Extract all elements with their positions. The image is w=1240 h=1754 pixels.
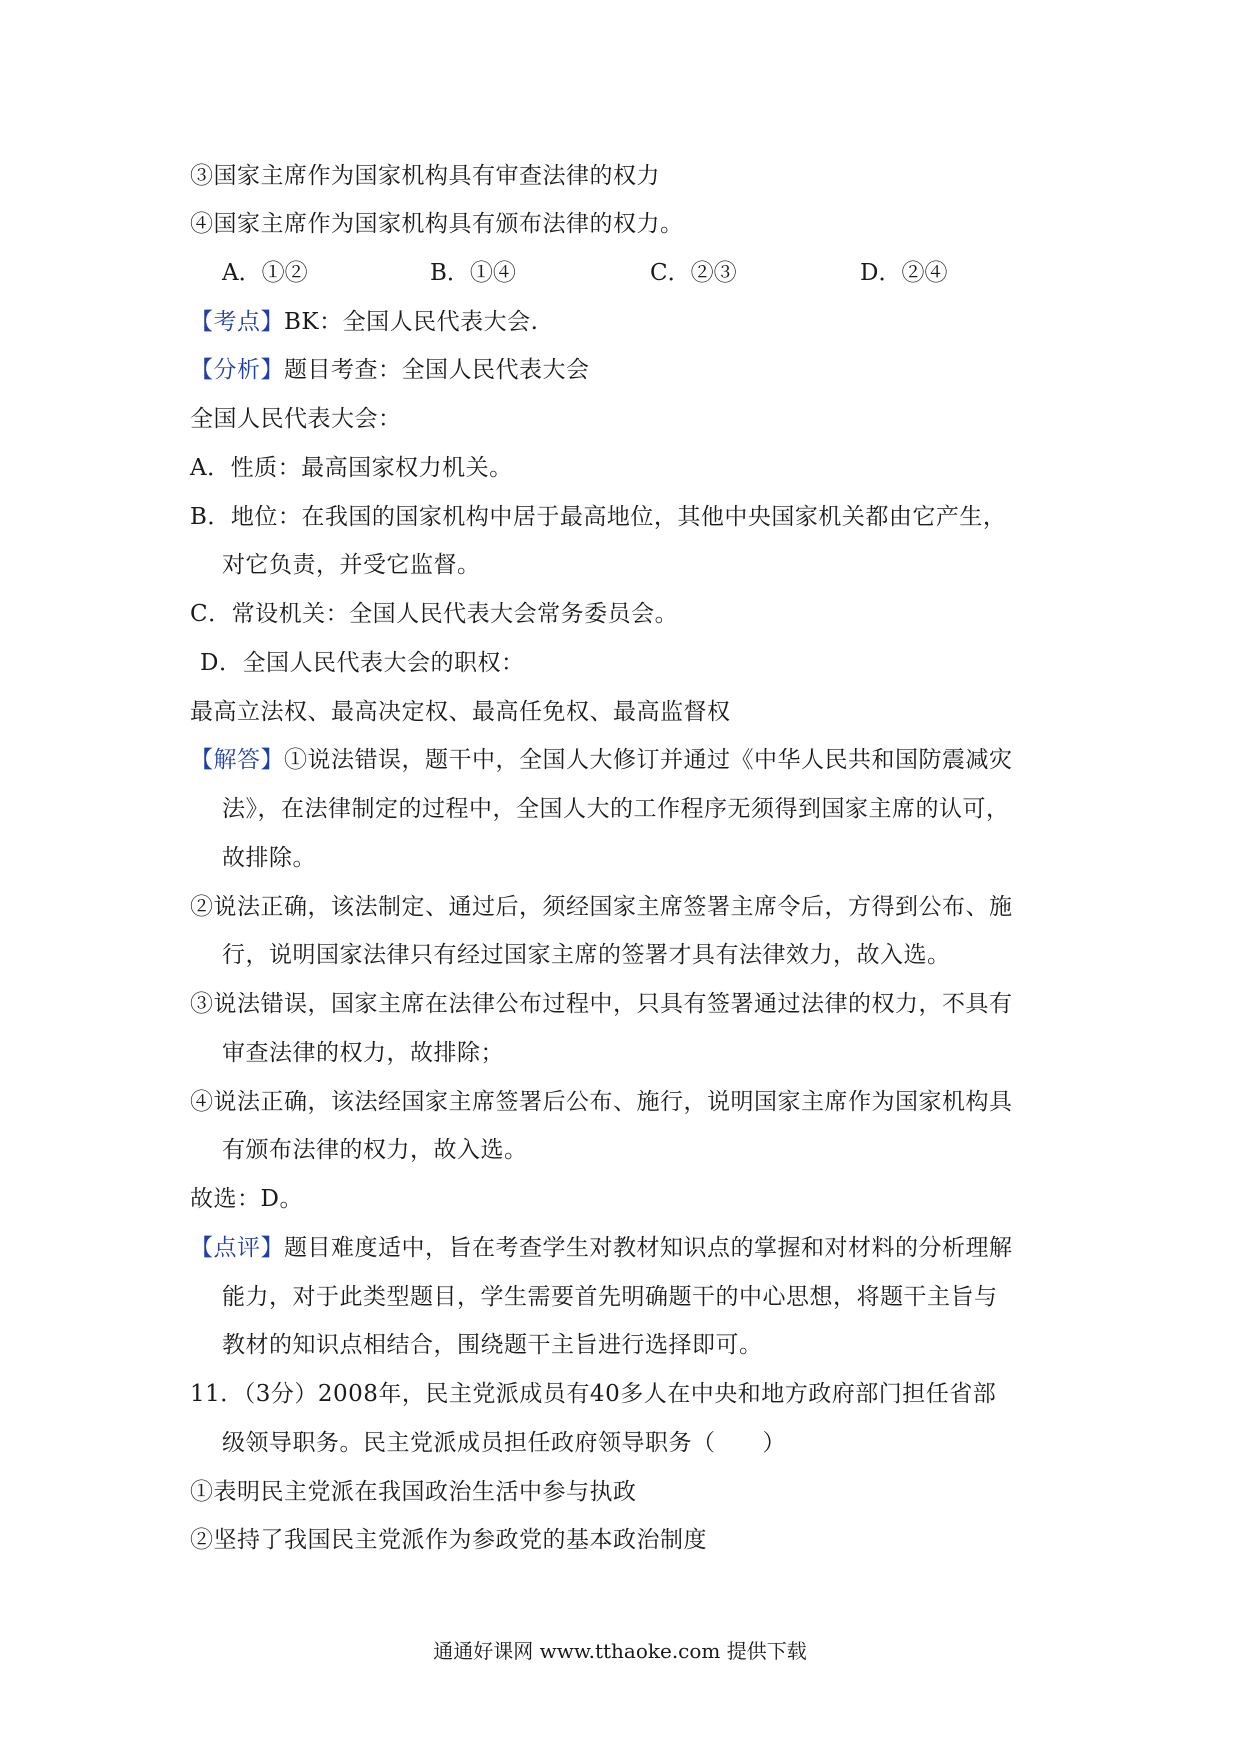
dianping-cont-line: 教材的知识点相结合，围绕题干主旨进行选择即可。: [222, 1332, 763, 1358]
option-b: B．①④: [430, 260, 516, 286]
jieda-point-line: ④说法正确，该法经国家主席签署后公布、施行，说明国家主席作为国家机构具: [190, 1089, 1013, 1115]
fenxi-body-line: A．性质：最高国家权力机关。: [190, 455, 513, 481]
q11-statement-2: ②坚持了我国民主党派作为参政党的基本政治制度: [190, 1527, 707, 1553]
statement-3: ③国家主席作为国家机构具有审查法律的权力: [190, 163, 660, 189]
question-11: 11．（3分）2008年，民主党派成员有40多人在中央和地方政府部门担任省部: [190, 1381, 997, 1407]
kaodian-line: [190, 306, 538, 338]
jieda-point-line: 有颁布法律的权力，故入选。: [222, 1137, 528, 1163]
fenxi-body-line: D．全国人民代表大会的职权：: [200, 650, 525, 676]
fenxi-body-line: B．地位：在我国的国家机构中居于最高地位，其他中央国家机关都由它产生，: [190, 504, 1007, 530]
question-11-cont: 级领导职务。民主党派成员担任政府领导职务（ ）: [222, 1430, 786, 1456]
fenxi-text: 题目考查：全国人民代表大会: [284, 357, 590, 383]
jieda-text: ①说法错误，题干中，全国人大修订并通过《中华人民共和国防震减灾: [284, 747, 1013, 773]
kaodian-tag: 【考点】: [190, 309, 284, 335]
kaodian-text: BK：全国人民代表大会.: [284, 309, 539, 335]
jieda-cont-line: 法》，在法律制定的过程中，全国人大的工作程序无须得到国家主席的认可，: [222, 796, 1010, 822]
fenxi-body-line: C．常设机关：全国人民代表大会常务委员会。: [190, 601, 679, 627]
dianping-text: 题目难度适中，旨在考查学生对教材知识点的掌握和对材料的分析理解: [284, 1235, 1013, 1261]
fenxi-tag: 【分析】: [190, 357, 284, 383]
dianping-cont-line: 能力，对于此类型题目，学生需要首先明确题干的中心思想，将题干主旨与: [222, 1284, 998, 1310]
fenxi-body-line: 最高立法权、最高决定权、最高任免权、最高监督权: [190, 699, 731, 725]
jieda-tag: 【解答】: [190, 747, 284, 773]
option-d: D．②④: [860, 260, 948, 286]
q11-statement-1: ①表明民主党派在我国政治生活中参与执政: [190, 1479, 637, 1505]
statement-4: ④国家主席作为国家机构具有颁布法律的权力。: [190, 211, 684, 237]
fenxi-body-line: 全国人民代表大会：: [190, 406, 402, 432]
jieda-point-line: ②说法正确，该法制定、通过后，须经国家主席签署主席令后，方得到公布、施: [190, 894, 1013, 920]
dianping-line: [190, 1232, 1013, 1264]
jieda-cont-line: 故排除。: [222, 845, 316, 871]
jieda-point-line: ③说法错误，国家主席在法律公布过程中，只具有签署通过法律的权力，不具有: [190, 991, 1013, 1017]
fenxi-line: [190, 354, 590, 386]
fenxi-body-line: 对它负责，并受它监督。: [222, 552, 481, 578]
jieda-point-line: 行，说明国家法律只有经过国家主席的签署才具有法律效力，故入选。: [222, 942, 951, 968]
jieda-line: [190, 744, 1013, 776]
dianping-tag: 【点评】: [190, 1235, 284, 1261]
footer-credit: 通通好课网 www.tthaoke.com 提供下载: [433, 1639, 807, 1663]
answer-line: 故选：D。: [190, 1186, 303, 1212]
option-c: C．②③: [650, 260, 737, 286]
jieda-point-line: 审查法律的权力，故排除；: [222, 1040, 504, 1066]
option-a: A．①②: [222, 260, 308, 286]
